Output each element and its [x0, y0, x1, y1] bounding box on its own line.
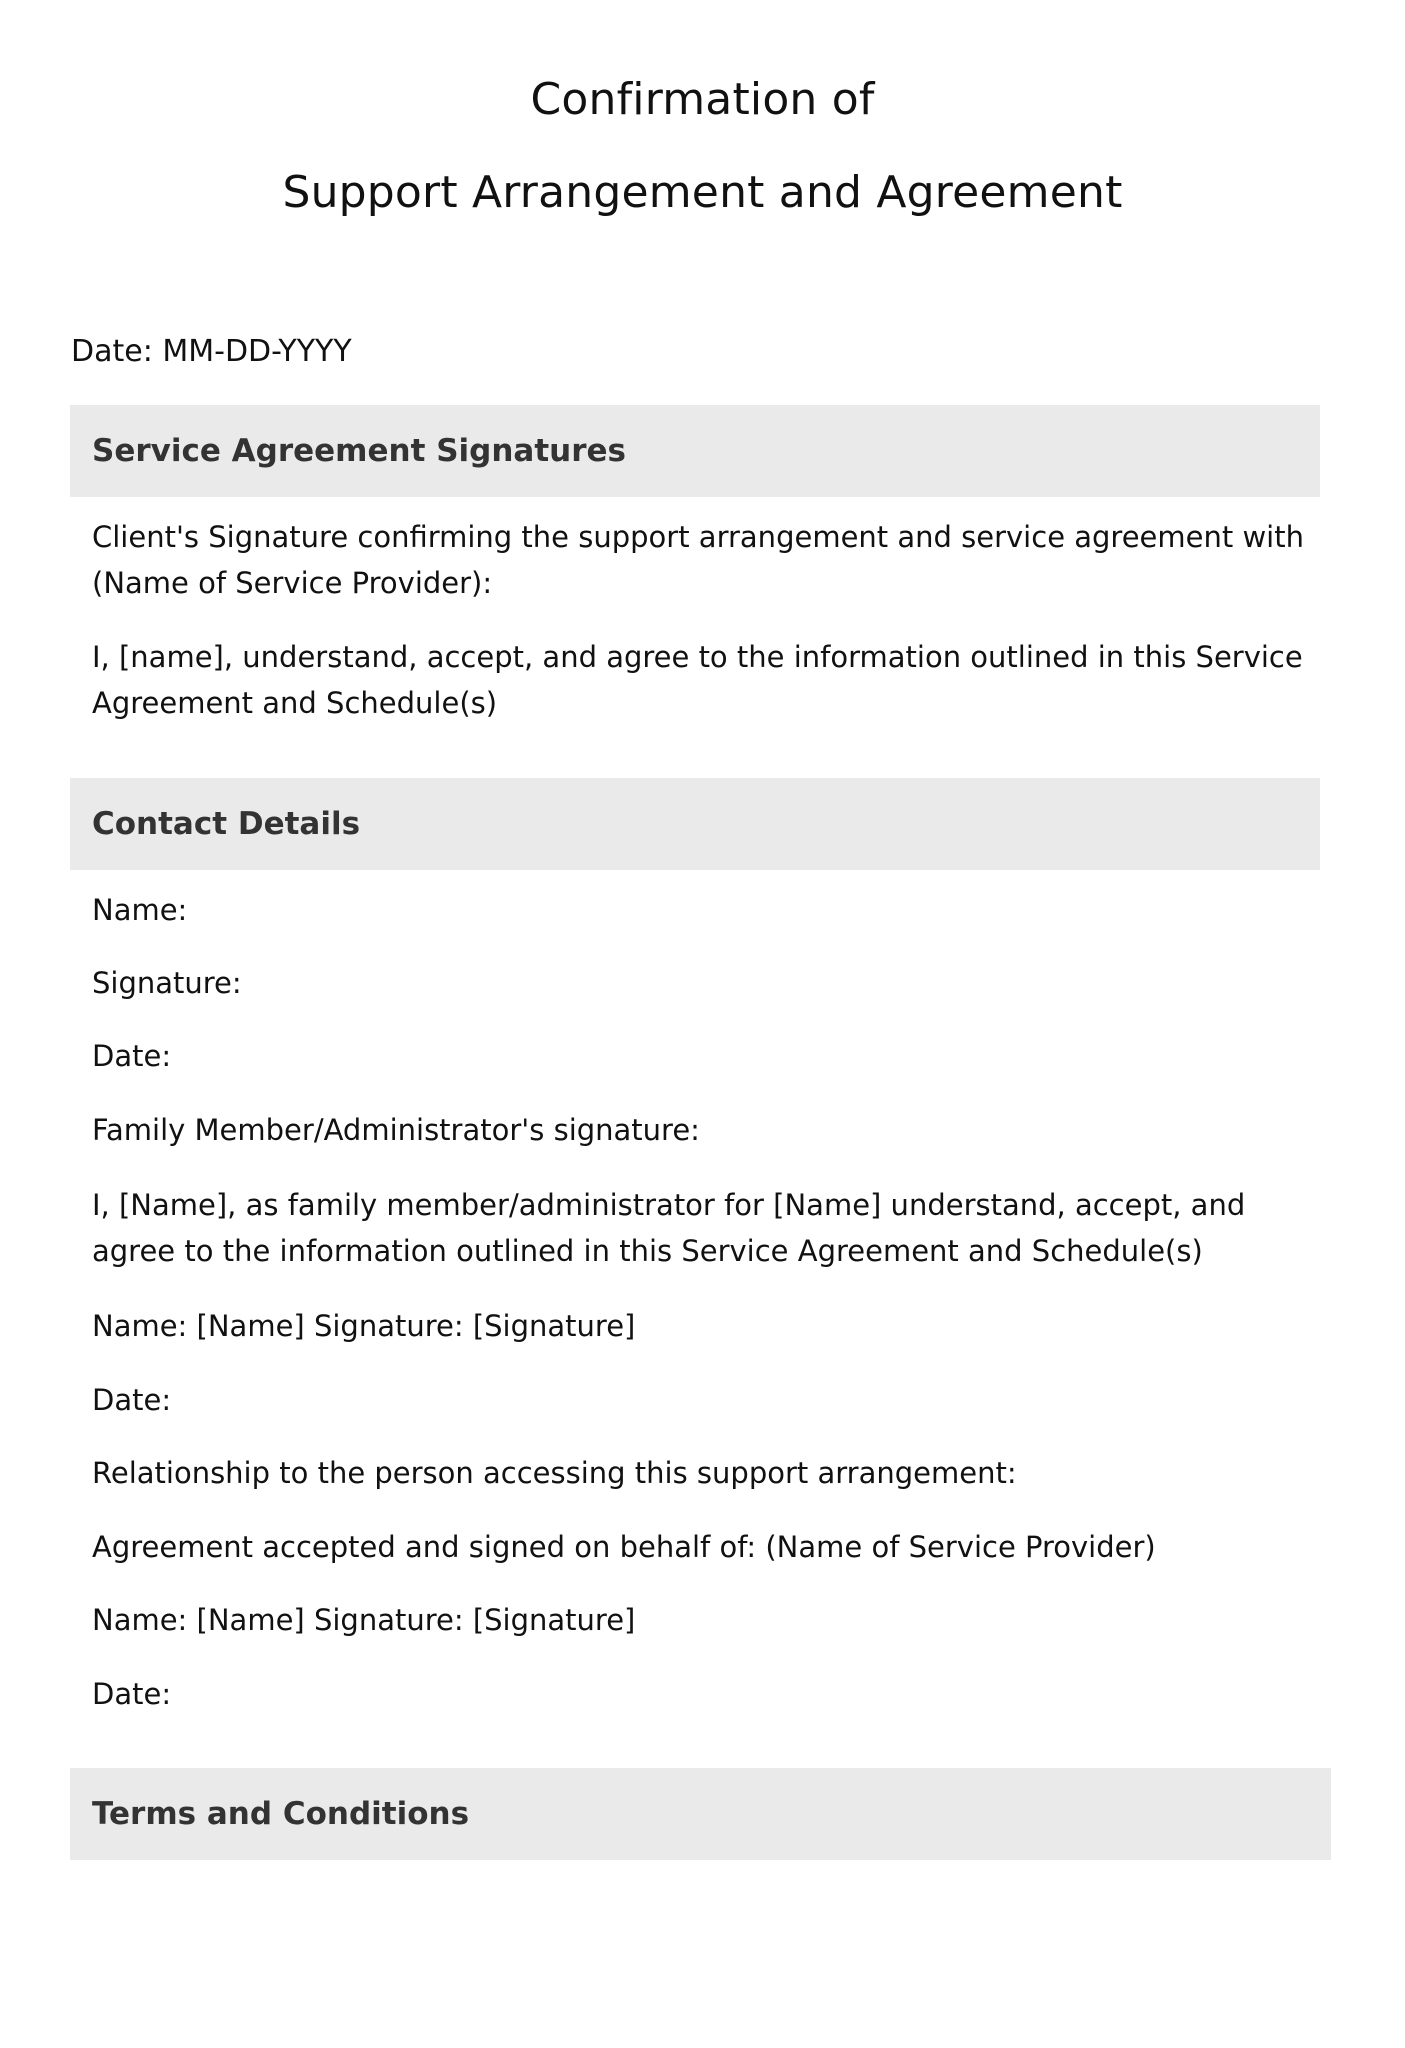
family-name-signature: Name: [Name] Signature: [Signature] [92, 1309, 636, 1343]
client-acceptance-line-1: I, [name], understand, accept, and agree to the information outlined in this Service [92, 640, 1303, 674]
title-line-2: Support Arrangement and Agreement [282, 167, 1123, 218]
provider-name-signature: Name: [Name] Signature: [Signature] [92, 1603, 636, 1637]
section-header-terms: Terms and Conditions [70, 1768, 1331, 1860]
client-signature-paragraph [92, 514, 1312, 606]
name-label: Name: [92, 893, 188, 927]
client-signature-line-1: Client's Signature confirming the support arrangement and service agreement with [92, 520, 1304, 554]
section-header-contact: Contact Details [70, 778, 1320, 870]
family-statement-paragraph [92, 1182, 1312, 1274]
section-header-signatures: Service Agreement Signatures [70, 405, 1320, 497]
family-statement-line-1: I, [Name], as family member/administrator for [Name] understand, accept, and [92, 1188, 1246, 1222]
relationship-label: Relationship to the person accessing this support arrangement: [92, 1456, 1017, 1490]
client-acceptance-line-2: Agreement and Schedule(s) [92, 686, 498, 720]
date-label: Date: [92, 1039, 172, 1073]
accepted-on-behalf-label: Agreement accepted and signed on behalf of: (Name of Service Provider) [92, 1530, 1156, 1564]
date-label: Date: [92, 1383, 172, 1417]
family-signature-label: Family Member/Administrator's signature: [92, 1113, 700, 1147]
client-acceptance-paragraph [92, 634, 1312, 726]
document-title [0, 70, 1405, 223]
document-date: Date: MM-DD-YYYY [71, 334, 352, 369]
date-label: Date: [92, 1677, 172, 1711]
signature-label: Signature: [92, 966, 242, 1000]
family-statement-line-2: agree to the information outlined in this Service Agreement and Schedule(s) [92, 1234, 1203, 1268]
title-line-1: Confirmation of [530, 74, 875, 125]
client-signature-line-2: (Name of Service Provider): [92, 566, 493, 600]
